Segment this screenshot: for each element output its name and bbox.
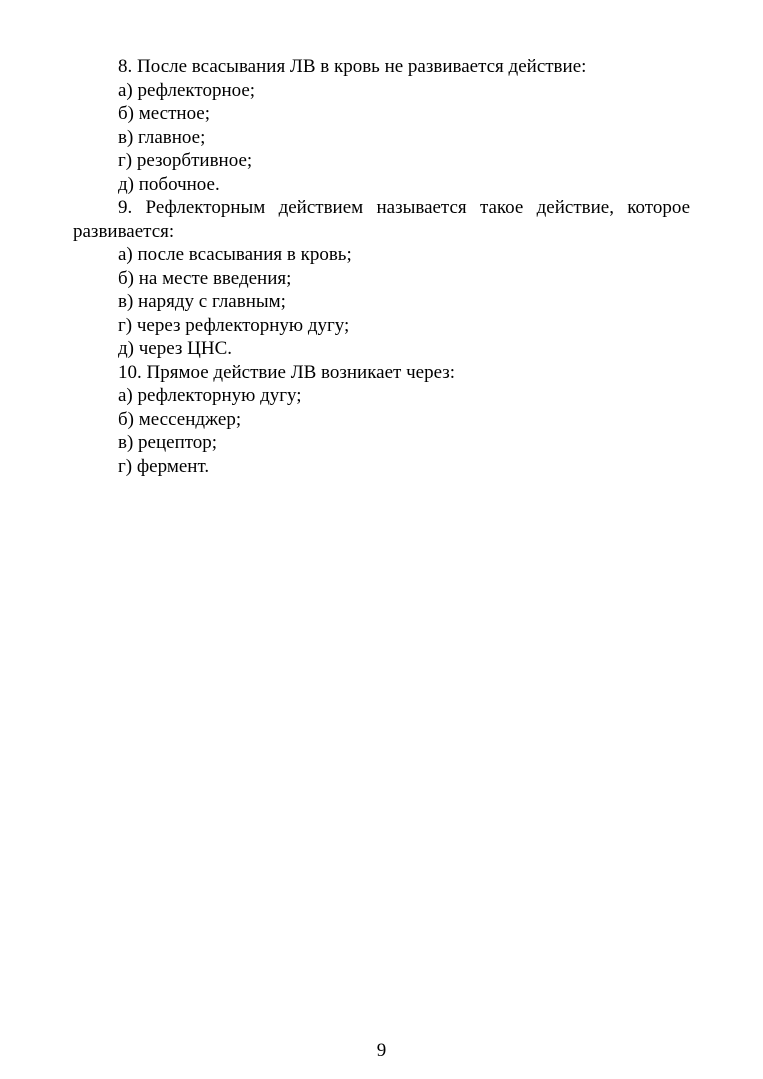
question-10-option-b: б) мессенджер; [118,408,242,430]
document-body [73,55,690,478]
question-8-option-d: г) резорбтивное; [118,150,253,171]
question-9: 9. Рефлекторным действием называется такое действие, которое развивается: [73,197,690,242]
question-8-option-a: а) рефлекторное; [118,79,256,101]
question-8-option-c: в) главное; [118,126,206,148]
question-9-option-c: в) наряду с главным; [118,291,286,312]
question-9-option-a: а) после всасывания в кровь; [118,244,352,265]
question-10-option-a: а) рефлекторную дугу; [118,385,302,406]
question-8-option-b: б) местное; [118,103,211,124]
question-10-option-d: г) фермент. [118,455,210,477]
question-10: 10. Прямое действие ЛВ возникает через: [118,361,456,383]
question-8: 8. После всасывания ЛВ в кровь не развивается действие: [118,56,587,77]
question-9-option-d: г) через рефлекторную дугу; [118,314,350,336]
question-10-option-c: в) рецептор; [118,432,218,453]
question-8-option-e: д) побочное. [118,173,220,195]
question-9-option-b: б) на месте введения; [118,267,292,289]
question-9-option-e: д) через ЦНС. [118,338,233,359]
page-number: 9 [376,1040,387,1061]
